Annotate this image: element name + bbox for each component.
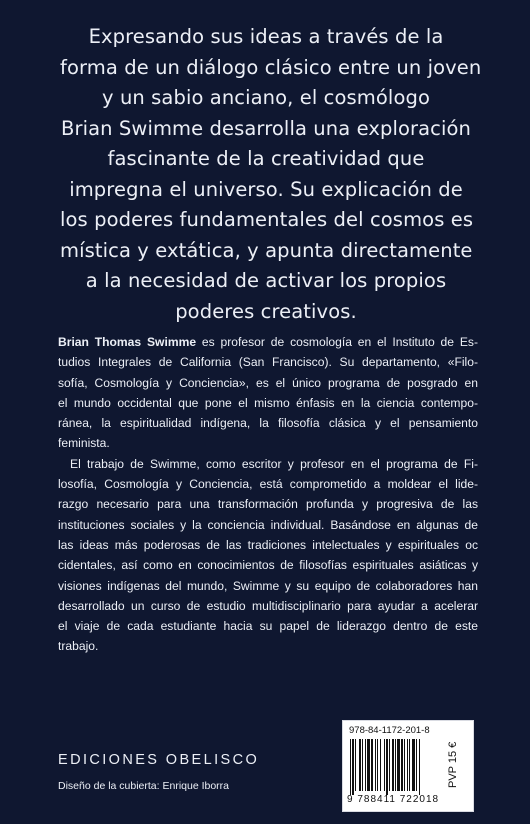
blurb-line: mística y extática, y apunta directamente	[60, 238, 473, 262]
back-cover-blurb	[60, 22, 482, 327]
bio-text: es profesor de cosmología en el Instituto de Es-	[196, 335, 478, 349]
cover-design-credit: Diseño de la cubierta: Enrique Iborra	[58, 780, 230, 792]
bio-line: el mundo occidental que pone el mismo énfasis en la ciencia contempo-	[58, 395, 478, 410]
barcode-digits: 9 788411 722018	[347, 794, 440, 805]
blurb-line: forma de un diálogo clásico entre un joven	[60, 55, 482, 79]
bio-line: razgo necesario para una transformación profunda y progresiva de las	[58, 497, 478, 512]
barcode-bar	[352, 739, 354, 795]
bio-line	[58, 332, 478, 352]
barcode-bar	[392, 739, 394, 791]
isbn-text: 978-84-1172-201-8	[349, 725, 430, 736]
barcode-bar	[377, 739, 378, 791]
bio-line: desarrollado un curso de estudio multidisciplinario para ayudar a acelerar	[58, 598, 478, 613]
barcode-bar	[412, 739, 415, 791]
barcode-bar	[404, 739, 405, 791]
blurb-line: fascinante de la creatividad que	[107, 147, 425, 170]
barcode-bar	[397, 739, 400, 791]
author-bio	[58, 332, 478, 657]
barcode-bar	[365, 739, 366, 791]
blurb-line: poderes creativos.	[175, 299, 357, 323]
barcode-bar	[386, 739, 388, 795]
barcode-bar	[362, 739, 363, 791]
publisher-name: EDICIONES OBELISCO	[58, 752, 260, 768]
barcode-bar	[389, 739, 390, 791]
barcode-bar	[359, 739, 361, 791]
bio-line: feminista.	[58, 436, 110, 451]
barcode-bar	[380, 739, 381, 791]
barcode-panel	[342, 720, 474, 812]
blurb-line: y un sabio anciano, el cosmólogo	[102, 86, 430, 109]
bio-line: el viaje de cada estudiante hacia su papel de liderazgo dentro de este	[58, 619, 478, 634]
author-name: Brian Thomas Swimme	[58, 335, 197, 349]
price-label: PVP 15 €	[447, 741, 459, 789]
bio-line: cidentales, así como en conocimientos de filosofías espirituales asiáticas y	[58, 558, 478, 573]
bio-line: sofía, Cosmología y Conciencia», es el único programa de posgrado en	[58, 375, 478, 390]
blurb-line: los poderes fundamentales del cosmos es	[60, 208, 474, 231]
barcode-bar	[401, 739, 403, 791]
barcode-bar	[371, 739, 373, 791]
barcode-bar	[407, 739, 408, 791]
barcode-bar	[419, 739, 420, 795]
barcode-bar	[367, 739, 370, 791]
barcode-bar	[416, 739, 417, 791]
bio-line: losofía, Cosmología y Conciencia, está comprometido a moldear el lide-	[58, 477, 478, 492]
blurb-line: a la necesidad de activar los propios	[85, 269, 447, 292]
bio-line: tudios Integrales de California (San Francisco). Su departamento, «Filo-	[58, 355, 478, 370]
barcode-bar	[375, 739, 376, 791]
barcode-bar	[409, 739, 410, 791]
bio-line: ránea, la espiritualidad indígena, la filosofía clásica y el pensamiento	[58, 416, 478, 431]
barcode-bar	[384, 739, 385, 791]
blurb-line: Expresando sus ideas a través de la	[88, 25, 444, 48]
barcode-bar	[395, 739, 396, 791]
bio-line: trabajo.	[58, 639, 99, 654]
barcode-bar	[350, 739, 351, 795]
barcode-bar	[355, 739, 356, 791]
barcode-bars	[349, 739, 443, 795]
bio-line: instituciones sociales y la conciencia individual. Basándose en algunas de	[58, 517, 478, 532]
bio-line: visiones indígenas del mundo, Swimme y su equipo de colaboradores han	[58, 578, 478, 593]
blurb-line: impregna el universo. Su explicación de	[69, 177, 463, 201]
blurb-line: Brian Swimme desarrolla una exploración	[61, 116, 471, 140]
bio-line: las ideas más poderosas de las tradiciones intelectuales y espirituales oc	[58, 537, 478, 552]
bio-line: El trabajo de Swimme, como escritor y profesor en el programa de Fi-	[70, 456, 478, 471]
